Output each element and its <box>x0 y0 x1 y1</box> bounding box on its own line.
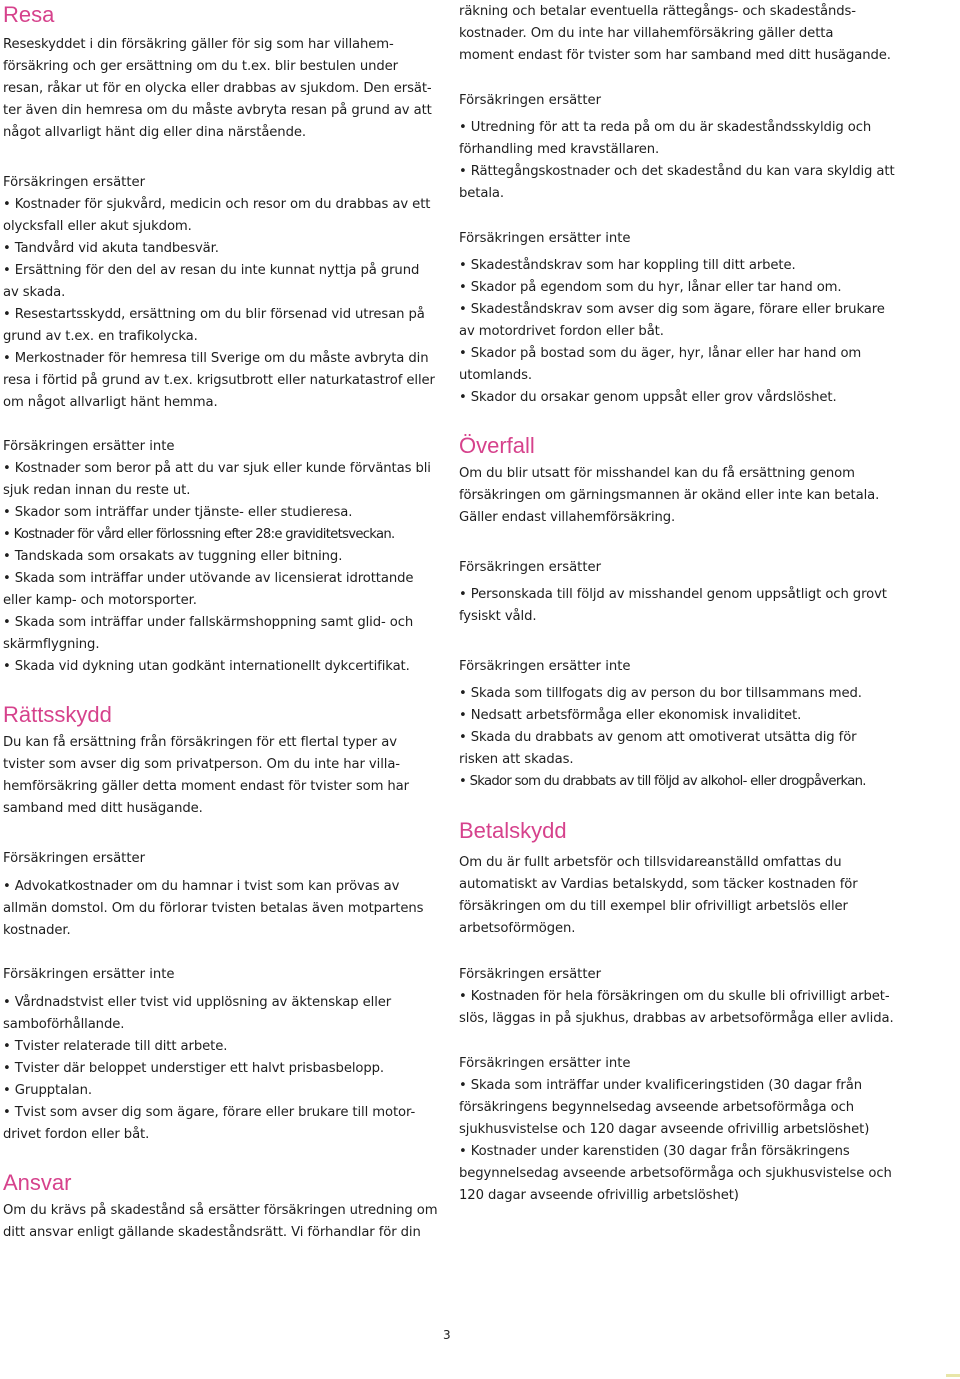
list-item: av motordrivet fordon eller båt. <box>459 324 664 339</box>
section-rattsskydd <box>3 702 443 1146</box>
text-line: försäkring och ger ersättning om du t.ex. blir bestulen under <box>3 59 398 74</box>
list-item: • Skada som inträffar under fallskärmshoppning samt glid- och <box>3 615 414 630</box>
corner-mark <box>946 1374 960 1377</box>
list-item: • Advokatkostnader om du hamnar i tvist som kan prövas av <box>3 879 400 894</box>
list-item: • Skador som inträffar under tjänste- eller studieresa. <box>3 505 353 520</box>
list-item: • Nedsatt arbetsförmåga eller ekonomisk invaliditet. <box>459 708 802 723</box>
list-item: 120 dagar avseende ofrivillig arbetslöshet) <box>459 1188 739 1203</box>
subheading-excluded: Försäkringen ersätter inte <box>3 967 175 982</box>
list-item: • Kostnader för vård eller förlossning efter 28:e graviditetsveckan. <box>3 527 395 542</box>
section-ansvar-continued <box>459 1 899 409</box>
section-title-ansvar: Ansvar <box>3 1170 72 1195</box>
overfall-intro <box>459 463 899 529</box>
list-item: av skada. <box>3 285 66 300</box>
right-column <box>459 0 899 1207</box>
list-item: • Tandvård vid akuta tandbesvär. <box>3 241 219 256</box>
list-item: • Personskada till följd av misshandel genom uppsåtligt och grovt <box>459 587 887 602</box>
text-line: ter även din hemresa om du måste avbryta resan på grund av att <box>3 103 432 118</box>
list-item: • Utredning för att ta reda på om du är skadeståndsskyldig och <box>459 120 872 135</box>
list-item: • Vårdnadstvist eller tvist vid upplösning av äktenskap eller <box>3 995 392 1010</box>
page-number: 3 <box>443 1328 451 1342</box>
section-title-overfall: Överfall <box>459 433 535 458</box>
left-column <box>3 0 443 1244</box>
betalskydd-excluded-list <box>459 1075 899 1207</box>
overfall-excluded-list <box>459 683 899 793</box>
text-line: kostnader. Om du inte har villahemförsäkring gäller detta <box>459 26 834 41</box>
list-item: • Skadeståndskrav som har koppling till ditt arbete. <box>459 258 796 273</box>
subheading-excluded: Försäkringen ersätter inte <box>459 659 631 674</box>
list-item: • Resestartsskydd, ersättning om du blir försenad vid utresan på <box>3 307 425 322</box>
list-item: risken att skadas. <box>459 752 574 767</box>
text-line: resan, råkar ut för en olycka eller drabbas av sjukdom. Den ersät- <box>3 81 432 96</box>
text-line: hemförsäkring gäller detta moment endast för tvister som har <box>3 779 409 794</box>
section-resa <box>3 2 443 678</box>
list-item: utomlands. <box>459 368 532 383</box>
list-item: om något allvarligt hänt hemma. <box>3 395 218 410</box>
section-ansvar <box>3 1170 443 1244</box>
text-line: ditt ansvar enligt gällande skadeståndsrätt. Vi förhandlar för din <box>3 1225 421 1240</box>
list-item: • Skada som tillfogats dig av person du bor tillsammans med. <box>459 686 862 701</box>
section-title-resa: Resa <box>3 2 55 27</box>
list-item: • Skada du drabbats av genom att omotiverat utsätta dig för <box>459 730 857 745</box>
section-overfall <box>459 433 899 793</box>
list-item: olycksfall eller akut sjukdom. <box>3 219 192 234</box>
text-line: försäkringen om du till exempel blir ofrivilligt arbetslös eller <box>459 899 848 914</box>
text-line: Du kan få ersättning från försäkringen för ett flertal typer av <box>3 735 397 750</box>
list-item: • Tvister relaterade till ditt arbete. <box>3 1039 228 1054</box>
section-title-rattsskydd: Rättsskydd <box>3 702 112 727</box>
list-item: betala. <box>459 186 504 201</box>
list-item: resa i förtid på grund av t.ex. krigsutbrott eller naturkatastrof eller <box>3 373 435 388</box>
list-item: • Tvister där beloppet understiger ett halvt prisbasbelopp. <box>3 1061 385 1076</box>
list-item: • Kostnaden för hela försäkringen om du skulle bli ofrivilligt arbet- <box>459 989 890 1004</box>
text-line: Om du blir utsatt för misshandel kan du få ersättning genom <box>459 466 855 481</box>
resa-covered-list <box>3 194 443 414</box>
text-line: räkning och betalar eventuella rättegångs- och skadestånds- <box>459 4 856 19</box>
text-line: Om du krävs på skadestånd så ersätter försäkringen utredning om <box>3 1203 438 1218</box>
section-title-betalskydd: Betalskydd <box>459 818 567 843</box>
list-item: begynnelsedag avseende arbetsoförmåga och sjukhusvistelse och <box>459 1166 892 1181</box>
text-line: arbetsoförmögen. <box>459 921 576 936</box>
subheading-covered: Försäkringen ersätter <box>3 851 146 866</box>
text-line: samband med ditt husägande. <box>3 801 203 816</box>
list-item: försäkringens begynnelsedag avseende arbetsoförmåga och <box>459 1100 854 1115</box>
list-item: skärmflygning. <box>3 637 100 652</box>
subheading-covered: Försäkringen ersätter <box>459 93 602 108</box>
list-item: • Tvist som avser dig som ägare, förare eller brukare till motor- <box>3 1105 416 1120</box>
list-item: • Ersättning för den del av resan du inte kunnat nyttja på grund <box>3 263 420 278</box>
list-item: grund av t.ex. en trafikolycka. <box>3 329 198 344</box>
betalskydd-covered-list <box>459 986 899 1030</box>
list-item: allmän domstol. Om du förlorar tvisten betalas även motpartens <box>3 901 424 916</box>
list-item: • Kostnader som beror på att du var sjuk eller kunde förväntas bli <box>3 461 431 476</box>
ansvar-continued-text <box>459 1 899 67</box>
list-item: kostnader. <box>3 923 71 938</box>
text-line: Om du är fullt arbetsför och tillsvidareanställd omfattas du <box>459 855 842 870</box>
list-item: • Skada som inträffar under kvalificeringstiden (30 dagar från <box>459 1078 862 1093</box>
list-item: sjukhusvistelse och 120 dagar avseende ofrivillig arbetslöshet) <box>459 1122 870 1137</box>
list-item: eller kamp- och motorsporter. <box>3 593 197 608</box>
list-item: • Skador som du drabbats av till följd av alkohol- eller drogpåverkan. <box>459 774 866 789</box>
list-item: samboförhållande. <box>3 1017 125 1032</box>
text-line: försäkringen om gärningsmannen är okänd eller inte kan betala. <box>459 488 880 503</box>
list-item: • Skador på egendom som du hyr, lånar eller tar hand om. <box>459 280 842 295</box>
list-item: • Rättegångskostnader och det skadestånd du kan vara skyldig att <box>459 164 895 179</box>
list-item: • Skadeståndskrav som avser dig som ägare, förare eller brukare <box>459 302 885 317</box>
text-line: något allvarligt hänt dig eller dina närstående. <box>3 125 306 140</box>
list-item: • Skada som inträffar under utövande av licensierat idrottande <box>3 571 414 586</box>
list-item: • Kostnader för sjukvård, medicin och resor om du drabbas av ett <box>3 197 431 212</box>
subheading-excluded: Försäkringen ersätter inte <box>459 1056 631 1071</box>
section-betalskydd <box>459 818 899 1207</box>
list-item: • Skada vid dykning utan godkänt internationellt dykcertifikat. <box>3 659 410 674</box>
ansvar-intro <box>3 1200 443 1244</box>
list-item: sjuk redan innan du reste ut. <box>3 483 191 498</box>
list-item: slös, läggas in på sjukhus, drabbas av arbetsoförmåga eller avlida. <box>459 1011 894 1026</box>
list-item: • Merkostnader för hemresa till Sverige om du måste avbryta din <box>3 351 429 366</box>
list-item: • Grupptalan. <box>3 1083 92 1098</box>
overfall-covered-list <box>459 584 899 628</box>
text-line: Gäller endast villahemförsäkring. <box>459 510 676 525</box>
betalskydd-intro <box>459 852 899 940</box>
text-line: moment endast för tvister som har samband med ditt husägande. <box>459 48 891 63</box>
list-item: drivet fordon eller båt. <box>3 1127 150 1142</box>
list-item: • Skador på bostad som du äger, hyr, lånar eller har hand om <box>459 346 862 361</box>
subheading-covered: Försäkringen ersätter <box>459 967 602 982</box>
subheading-covered: Försäkringen ersätter <box>459 560 602 575</box>
subheading-excluded: Försäkringen ersätter inte <box>3 439 175 454</box>
text-line: automatiskt av Vardias betalskydd, som täcker kostnaden för <box>459 877 858 892</box>
list-item: • Tandskada som orsakats av tuggning eller bitning. <box>3 549 343 564</box>
list-item: • Skador du orsakar genom uppsåt eller grov vårdslöshet. <box>459 390 837 405</box>
text-line: tvister som avser dig som privatperson. Om du inte har villa- <box>3 757 400 772</box>
rattsskydd-intro <box>3 732 443 820</box>
resa-excluded-list <box>3 458 443 678</box>
ansvar-excluded-list <box>459 255 899 409</box>
subheading-excluded: Försäkringen ersätter inte <box>459 231 631 246</box>
text-line: Reseskyddet i din försäkring gäller för sig som har villahem- <box>3 37 394 52</box>
list-item: fysiskt våld. <box>459 609 537 624</box>
subheading-covered: Försäkringen ersätter <box>3 175 146 190</box>
rattsskydd-excluded-list <box>3 992 443 1146</box>
list-item: förhandling med kravställaren. <box>459 142 660 157</box>
list-item: • Kostnader under karenstiden (30 dagar från försäkringens <box>459 1144 850 1159</box>
rattsskydd-covered-list <box>3 876 443 942</box>
ansvar-covered-list <box>459 117 899 205</box>
resa-intro <box>3 34 443 144</box>
